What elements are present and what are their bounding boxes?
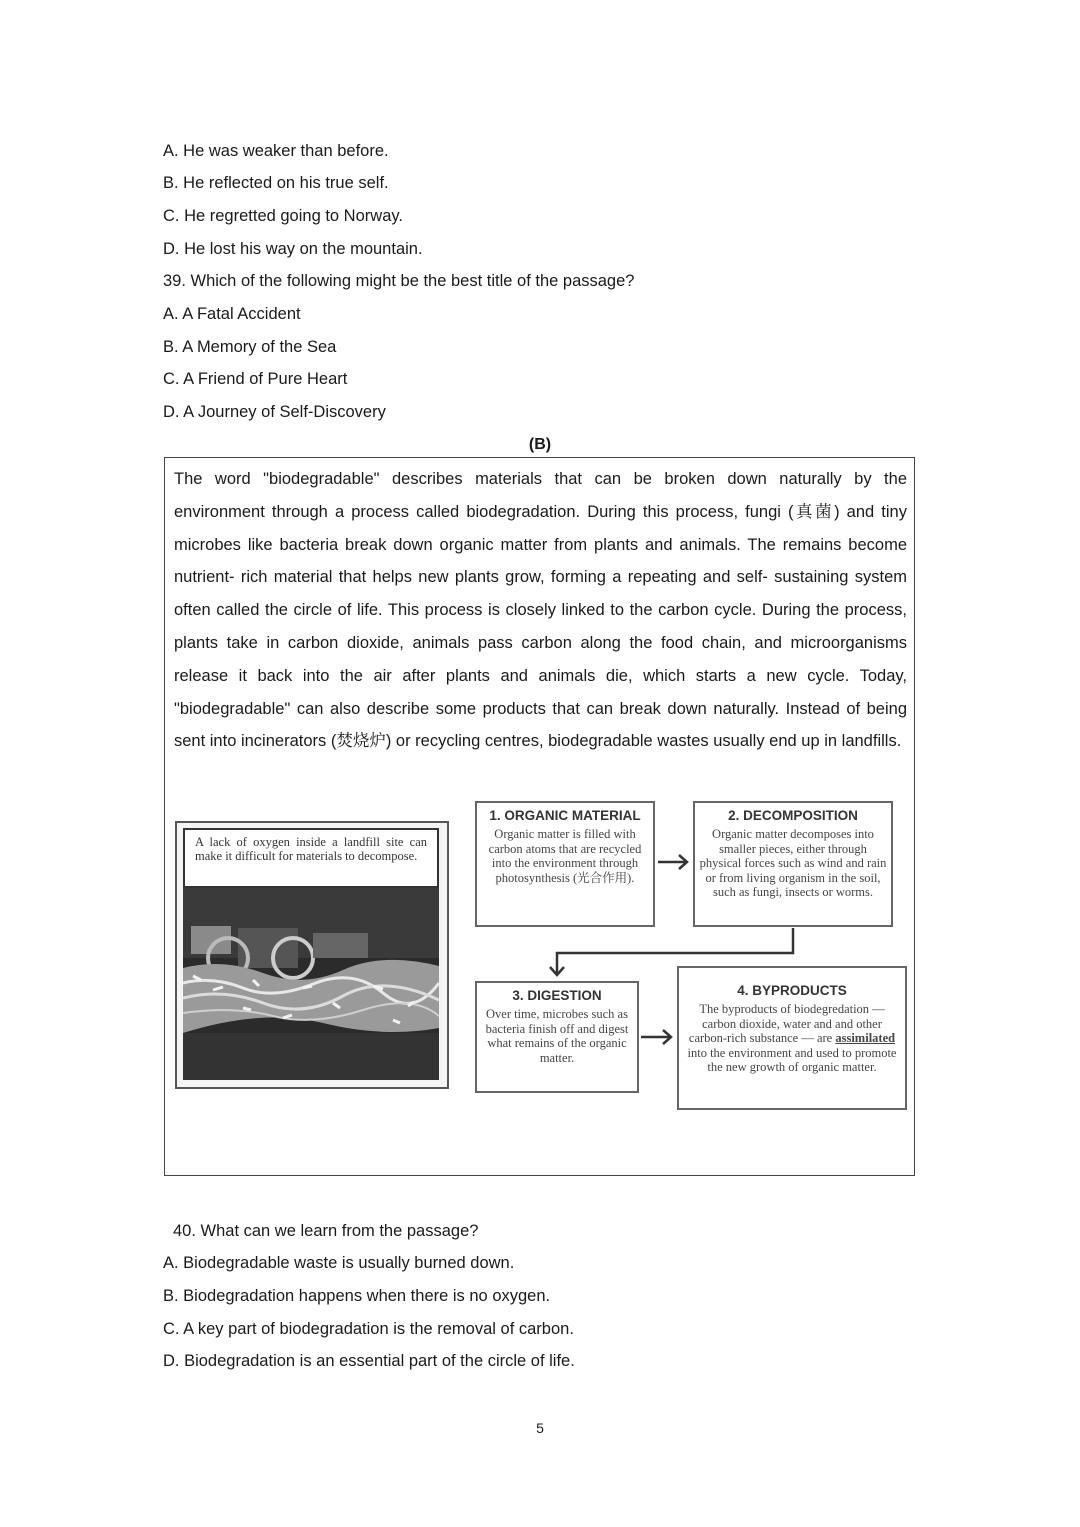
step-1-body: Organic matter is filled with carbon atoms that are recycled into the environment through photosynthesis (光合作用). [488,827,642,885]
photo-caption: A lack of oxygen inside a landfill site can make it difficult for materials to decompose. [183,828,439,888]
step-4-body-after: into the environment and used to promote the new growth of organic matter. [687,1045,897,1074]
arrow-down-icon [550,928,793,975]
step-1-title: 1. ORGANIC MATERIAL [489,808,641,823]
step-3-title: 3. DIGESTION [512,988,602,1003]
q39-option-a: A. A Fatal Accident [163,305,301,323]
step-2-body: Organic matter decomposes into smaller pieces, either through physical forces such as wind and rain or from living organism in the soil, such as fungi, insects or worms. [699,827,887,899]
q40-question: 40. What can we learn from the passage? [173,1222,479,1240]
q40-option-d: D. Biodegradation is an essential part of the circle of life. [163,1352,575,1370]
q40-option-a: A. Biodegradable waste is usually burned down. [163,1254,515,1272]
q38-option-c: C. He regretted going to Norway. [163,207,403,225]
q40-option-c: C. A key part of biodegradation is the removal of carbon. [163,1320,574,1338]
step-4-title: 4. BYPRODUCTS [737,983,847,998]
arrow-right-icon-1 [658,855,687,869]
q39-option-b: B. A Memory of the Sea [163,338,337,356]
step-3-body: Over time, microbes such as bacteria finish off and digest what remains of the organic matter. [485,1007,629,1065]
step-4-underlined-word: assimilated [835,1031,896,1045]
q38-option-d: D. He lost his way on the mountain. [163,240,423,258]
section-label: (B) [528,436,552,453]
step-2-title: 2. DECOMPOSITION [728,808,858,823]
q39-question: 39. Which of the following might be the best title of the passage? [163,272,635,290]
flow-arrows [165,788,914,1118]
q40-option-b: B. Biodegradation happens when there is no oxygen. [163,1287,551,1305]
q39-option-d: D. A Journey of Self-Discovery [163,403,386,421]
q39-option-c: C. A Friend of Pure Heart [163,370,348,388]
passage-text: The word "biodegradable" describes materials that can be broken down naturally by the environment through a process called biodegradation. During this process, fungi (真菌) and tiny microbes like bacteria break down organic matter from plants and animals. The remains become nutrient- rich material that helps new plants grow, forming a repeating and self- sustaining system often called the circle of life. This process is closely linked to the carbon cycle. During the process, plants take in carbon dioxide, animals pass carbon along the food chain, and microorganisms release it back into the air after plants and animals die, which starts a new cycle. Today, "biodegradable" can also describe some products that can break down naturally. Instead of being sent into incinerators (焚烧炉) or recycling centres, biodegradable wastes usually end up in landfills. [174,470,907,751]
q38-option-a: A. He was weaker than before. [163,142,389,160]
page-number: 5 [536,1420,544,1436]
step-4-body-before: The byproducts of biodegredation — carbon dioxide, water and and other carbon-rich substance — are [688,1002,885,1045]
q38-option-b: B. He reflected on his true self. [163,174,389,192]
biodegradation-figure [165,788,914,1118]
arrow-right-icon-2 [641,1030,671,1044]
passage-box [164,457,915,1176]
